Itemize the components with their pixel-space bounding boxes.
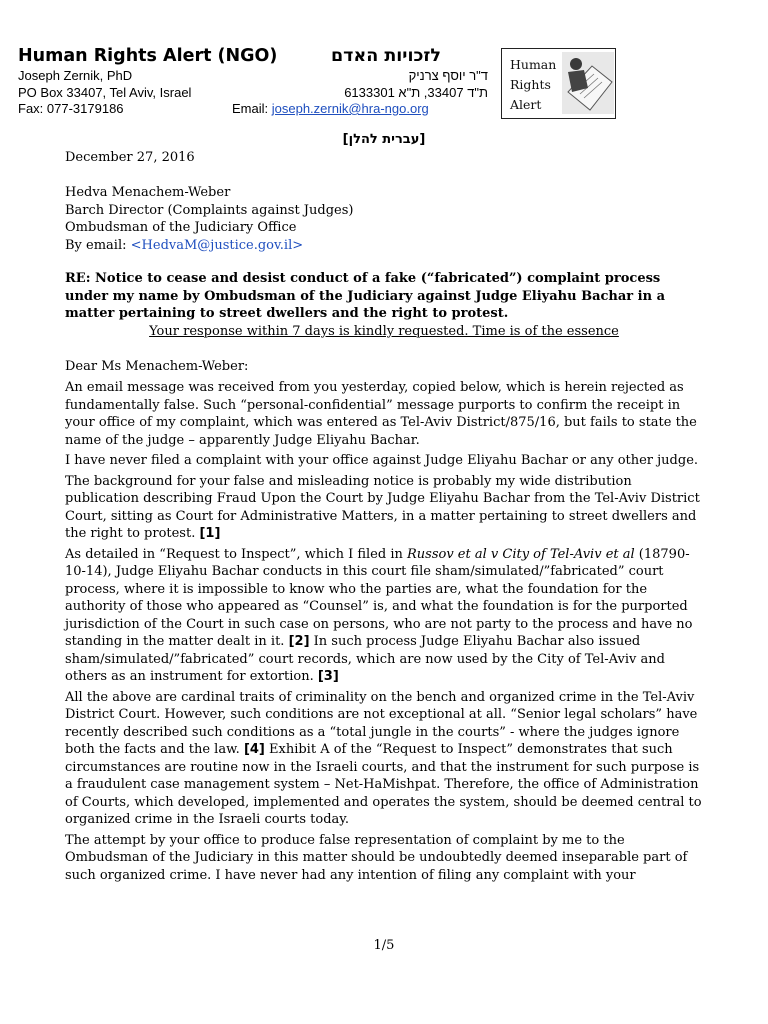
email-label: Email: (232, 101, 269, 116)
letterhead-title (18, 46, 478, 66)
fax-number: Fax: 077-3179186 (18, 101, 124, 116)
logo-figure-icon (562, 52, 614, 114)
paragraph-3: The background for your false and misleading notice is probably my wide distribution publication describing Fraud Upon the Court by Judge Eliyahu Bachar from the Tel-Aviv District Court, sitting as Court for Administrative Matters, in a matter pertaining to street dwellers and the right to protest. [1] (65, 473, 700, 541)
page-number: 1/5 (373, 938, 395, 953)
footnote-ref-1[interactable]: [1] (199, 526, 221, 541)
letter-date: December 27, 2016 (65, 150, 195, 165)
letterhead-author-row (18, 68, 488, 84)
paragraph-1: An email message was received from you yesterday, copied below, which is herein rejected as fundamentally false. Such “personal-confidential” message purports to confirm the receipt in your office of my complaint, which was entered as Tel-Aviv District/875/16, but fails to state the name of the judge – apparently Judge Eliyahu Bachar. (65, 380, 697, 448)
hra-logo (501, 48, 616, 119)
email-link[interactable]: joseph.zernik@hra-ngo.org (271, 101, 429, 116)
recipient-email-label: By email: (65, 237, 127, 253)
paragraph-6: The attempt by your office to produce false representation of complaint by me to the Ombudsman of the Judiciary in this matter should be undoubtedly deemed inseparable part of such organized crime. I have never had any intention of filing any complaint with your (65, 832, 688, 883)
email-line (232, 101, 429, 116)
address-en: PO Box 33407, Tel Aviv, Israel (18, 85, 192, 100)
footnote-ref-2[interactable]: [2] (288, 634, 310, 649)
logo-line-1: Human (510, 57, 557, 72)
logo-line-3: Alert (510, 97, 542, 112)
recipient-email-line (65, 237, 705, 255)
recipient-title: Barch Director (Complaints against Judges) (65, 202, 354, 218)
paragraph-2: I have never filed a complaint with your office against Judge Eliyahu Bachar or any other judge. (65, 453, 699, 468)
footnote-ref-4[interactable]: [4] (243, 742, 265, 757)
case-name: Russov et al v City of Tel-Aviv et al (407, 546, 635, 562)
org-name-he: לזכויות האדם (331, 46, 441, 66)
address-he: ת"ד 33407, ת"א 6133301 (344, 85, 488, 100)
letterhead-contact-row (18, 101, 488, 117)
logo-line-2: Rights (510, 77, 551, 92)
recipient-address (65, 184, 705, 254)
footnote-ref-3[interactable]: [3] (317, 669, 339, 684)
recipient-email-link[interactable]: <HedvaM@justice.gov.il> (130, 237, 304, 253)
recipient-name: Hedva Menachem-Weber (65, 185, 231, 200)
recipient-office: Ombudsman of the Judiciary Office (65, 220, 297, 235)
author-name-he: ד"ר יוסף צרניק (408, 68, 488, 83)
hebrew-version-note: [עברית להלן] (342, 132, 426, 147)
letterhead-address-row (18, 85, 488, 101)
org-name-en: Human Rights Alert (NGO) (18, 46, 278, 66)
response-request-note: Your response within 7 days is kindly requested. Time is of the essence (149, 324, 619, 339)
subject-line: RE: Notice to cease and desist conduct of a fake (“fabricated”) complaint process under my name by Ombudsman of the Judiciary against Judge Eliyahu Bachar in a matter pertaining to street dwellers and the right to protest. (65, 271, 665, 321)
author-name-en: Joseph Zernik, PhD (18, 68, 133, 83)
paragraph-4: As detailed in “Request to Inspect”, which I filed in Russov et al v City of Tel-Aviv et al (18790-10-14), Judge Eliyahu Bachar conducts in this court file sham/simulated/”fabricated” court process, where it is impossible to know who the parties are, what the foundation for the authority of those who appeared as “Counsel” is, and what the foundation is for the purported jurisdiction of the Court in such case on persons, who are not party to the process and have no standing in the matter dealt in it. [2] In such process Judge Eliyahu Bachar also issued sham/simulated/”fabricated” court records, which are now used by the City of Tel-Aviv and others as an instrument for extortion. [3] (65, 546, 693, 684)
letter-body (65, 379, 705, 887)
paragraph-5: All the above are cardinal traits of criminality on the bench and organized crime in the Tel-Aviv District Court. However, such conditions are not exceptional at all. “Senior legal scholars” have recently described such conditions as a “total jungle in the courts” - where the judges ignore both the facts and the law. [4] Exhibit A of the “Request to Inspect” demonstrates that such circumstances are routine now in the Israeli courts, and that the instrument for such purpose is a fraudulent case management system – Net-HaMishpat. Therefore, the office of Administration of Courts, which developed, implemented and operates the system, should be deemed central to organized crime in the Israeli courts today. (65, 689, 702, 827)
salutation: Dear Ms Menachem-Weber: (65, 359, 249, 374)
